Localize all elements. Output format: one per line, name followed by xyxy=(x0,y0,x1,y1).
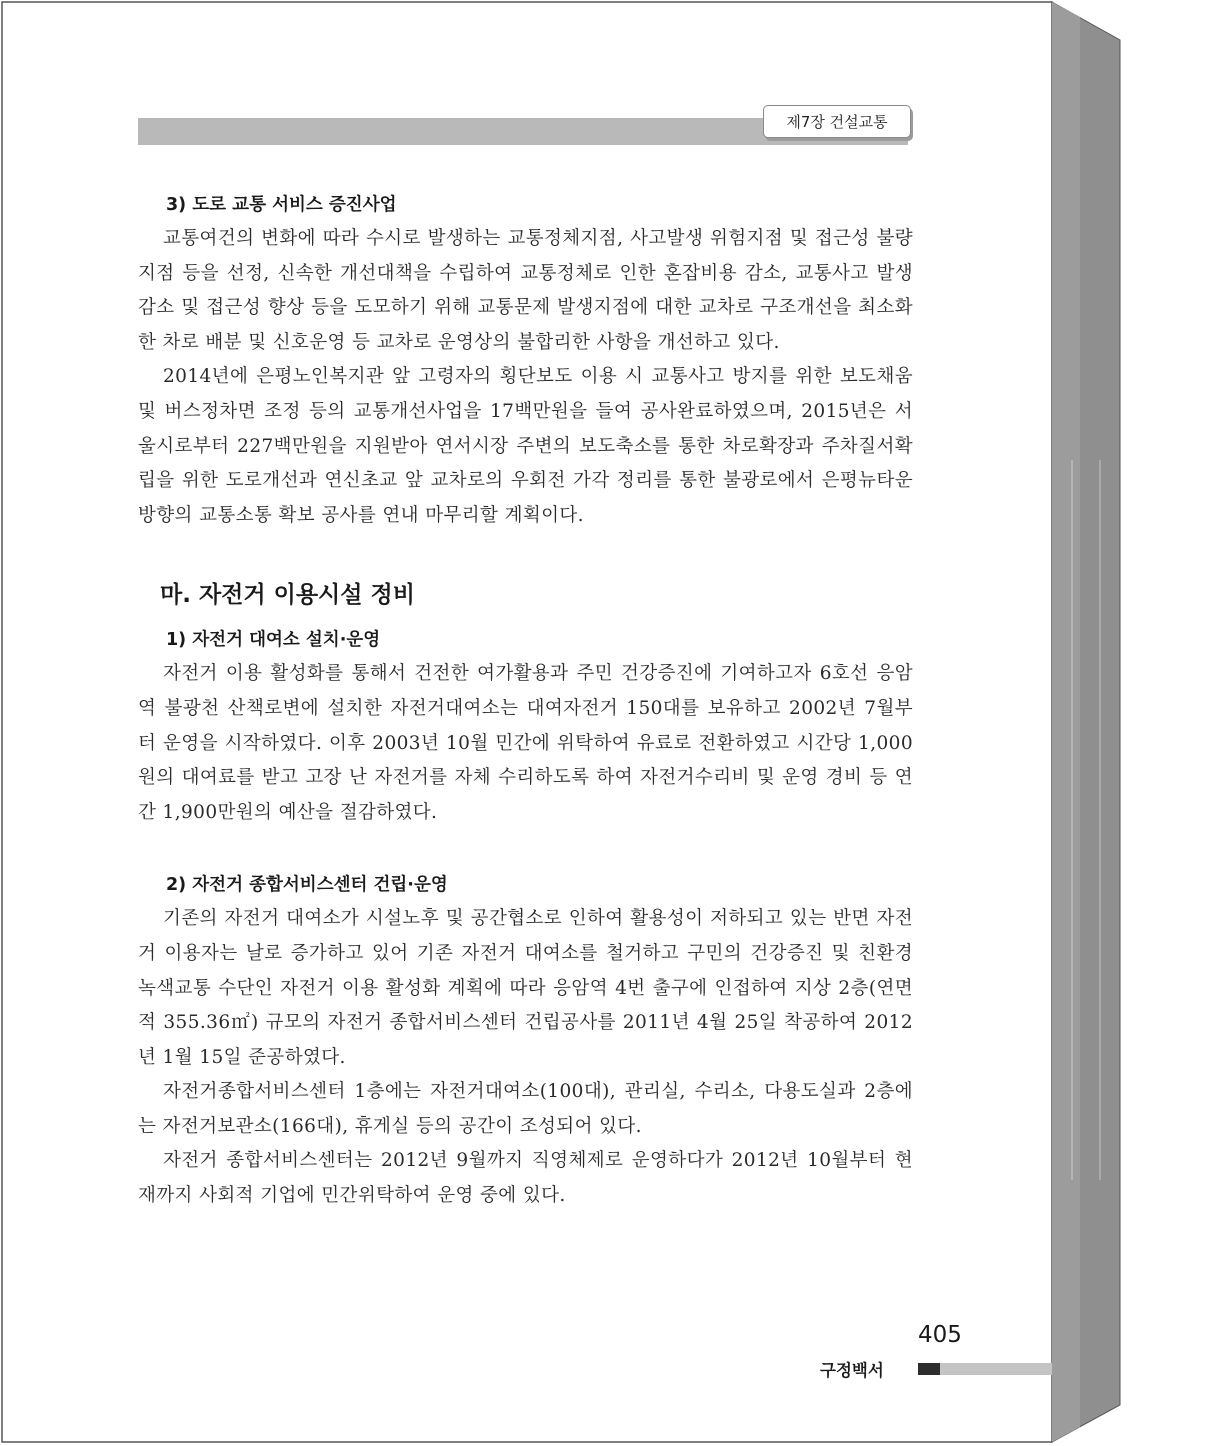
section-title: 마. 자전거 이용시설 정비 xyxy=(160,582,415,609)
paragraph: 자전거종합서비스센터 1층에는 자전거대여소(100대), 관리실, 수리소, 다용도실과 2층에는 자전거보관소(166대), 휴게실 등의 공간이 조성되어 있다. xyxy=(138,1081,913,1137)
main-content xyxy=(138,188,913,1214)
subsection-heading: 3) 도로 교통 서비스 증진사업 xyxy=(166,195,397,215)
subsection-heading: 1) 자전거 대여소 설치·운영 xyxy=(166,630,381,651)
chapter-tab: 제7장 건설교통 xyxy=(763,105,911,138)
paragraph: 기존의 자전거 대여소가 시설노후 및 공간협소로 인하여 활용성이 저하되고 있는 반면 자전거 이용자는 날로 증가하고 있어 기존 자전거 대여소를 철거하고 구민의 건강증진 및 친환경 녹색교통 수단인 자전거 이용 활성화 계획에 따라 응암역 4번 출구에 인접하여 지상 2층(연면적 355.36㎡) 규모의 자전거 종합서비스센터 건립공사를 2011년 4월 25일 착공하여 2012년 1월 15일 준공하였다. xyxy=(138,908,913,1068)
book-spine-shade xyxy=(1052,2,1080,1442)
paragraph: 2014년에 은평노인복지관 앞 고령자의 횡단보도 이용 시 교통사고 방지를 위한 보도채움 및 버스정차면 조정 등의 교통개선사업을 17백만원을 들여 공사완료하였으며, 2015년은 서울시로부터 227백만원을 지원받아 연서시장 주변의 보도축소를 통한 차로확장과 주차질서확립을 위한 도로개선과 연신초교 앞 교차로의 우회전 가각 정리를 통한 불광로에서 은평뉴타운 방향의 교통소통 확보 공사를 연내 마무리할 계획이다. xyxy=(138,366,913,526)
subsection-heading: 2) 자전거 종합서비스센터 건립·운영 xyxy=(166,875,448,896)
footer-bar xyxy=(940,1363,1052,1375)
paragraph: 자전거 이용 활성화를 통해서 건전한 여가활용과 주민 건강증진에 기여하고자 6호선 응암역 불광천 산책로변에 설치한 자전거대여소는 대여자전거 150대를 보유하고 2002년 7월부터 운영을 시작하였다. 이후 2003년 10월 민간에 위탁하여 유료로 전환하였고 시간당 1,000원의 대여료를 받고 고장 난 자전거를 자체 수리하도록 하여 자전거수리비 및 운영 경비 등 연간 1,900만원의 예산을 절감하였다. xyxy=(138,663,913,823)
paragraph: 자전거 종합서비스센터는 2012년 9월까지 직영체제로 운영하다가 2012년 10월부터 현재까지 사회적 기업에 민간위탁하여 운영 중에 있다. xyxy=(138,1150,913,1207)
book-title: 구정백서 xyxy=(820,1361,884,1380)
paragraph: 교통여건의 변화에 따라 수시로 발생하는 교통정체지점, 사고발생 위험지점 및 접근성 불량지점 등을 선정, 신속한 개선대책을 수립하여 교통정체로 인한 혼잡비용 감소, 교통사고 발생감소 및 접근성 향상 등을 도모하기 위해 교통문제 발생지점에 대한 교차로 구조개선을 최소화한 차로 배분 및 신호운영 등 교차로 운영상의 불합리한 사항을 개선하고 있다. xyxy=(138,228,913,353)
page-number: 405 xyxy=(918,1322,962,1348)
footer-bar-accent xyxy=(918,1363,940,1375)
